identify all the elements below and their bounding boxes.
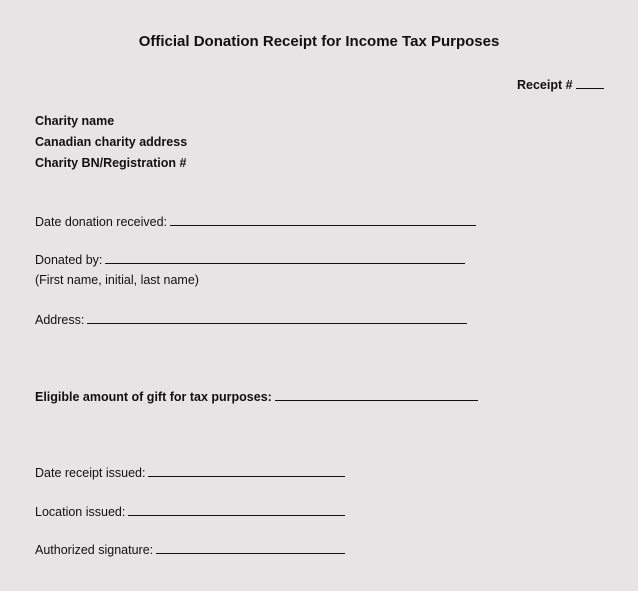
receipt-number-label: Receipt #: [517, 78, 573, 92]
location-issued-field[interactable]: [35, 502, 345, 520]
date-received-label: Date donation received:: [35, 215, 168, 229]
location-issued-label: Location issued:: [35, 505, 126, 519]
address-blank[interactable]: [87, 310, 467, 324]
address-field[interactable]: [35, 310, 467, 328]
charity-address: Canadian charity address: [35, 135, 188, 149]
date-issued-label: Date receipt issued:: [35, 466, 146, 480]
donated-by-field[interactable]: [35, 250, 465, 268]
signature-field[interactable]: [35, 540, 345, 558]
receipt-number-field[interactable]: [517, 75, 604, 93]
receipt-number-blank[interactable]: [576, 75, 604, 89]
donated-by-hint: (First name, initial, last name): [35, 273, 199, 287]
location-issued-blank[interactable]: [128, 502, 345, 516]
charity-name: Charity name: [35, 114, 115, 128]
charity-registration: Charity BN/Registration #: [35, 156, 187, 170]
signature-blank[interactable]: [156, 540, 345, 554]
document-title: Official Donation Receipt for Income Tax Purposes: [138, 33, 500, 50]
eligible-amount-field[interactable]: [35, 387, 478, 405]
eligible-amount-label: Eligible amount of gift for tax purposes:: [35, 390, 272, 404]
signature-label: Authorized signature:: [35, 543, 154, 557]
date-received-field[interactable]: [35, 212, 476, 230]
date-issued-blank[interactable]: [148, 463, 345, 477]
donated-by-blank[interactable]: [105, 250, 465, 264]
donated-by-label: Donated by:: [35, 253, 103, 267]
date-received-blank[interactable]: [170, 212, 476, 226]
eligible-amount-blank[interactable]: [275, 387, 478, 401]
address-label: Address:: [35, 313, 85, 327]
date-issued-field[interactable]: [35, 463, 345, 481]
